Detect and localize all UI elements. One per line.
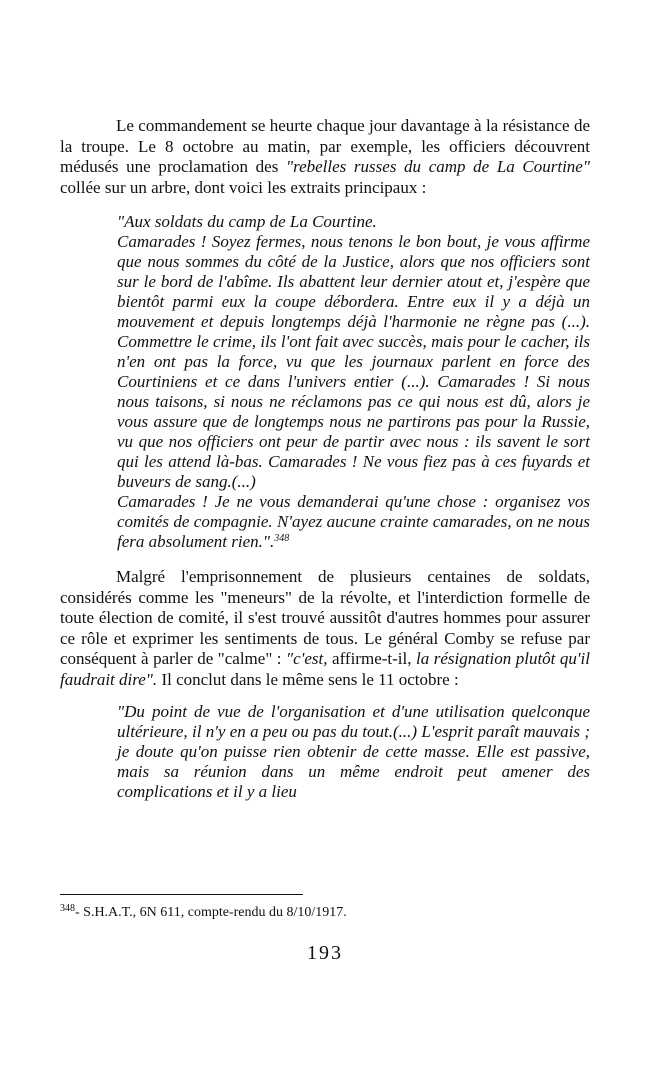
quote-paragraph-2-text: Camarades ! Je ne vous demanderai qu'une chose : organisez vos comités de compagnie. N'ayez aucune crainte camarades, on ne nous fera absolument rien.". (117, 492, 590, 551)
footnote-text: - S.H.A.T., 6N 611, compte-rendu du 8/10/1917. (75, 905, 347, 920)
block-quote-comby (117, 702, 590, 802)
footnote-number: 348 (60, 903, 75, 914)
footnote-divider (60, 894, 303, 895)
block-quote-proclamation (117, 212, 590, 552)
paragraph-intro (60, 116, 590, 198)
footnote (60, 904, 347, 922)
quote-comby-text: "Du point de vue de l'organisation et d'une utilisation quelconque ultérieure, il n'y en a peu ou pas du tout.(...) L'esprit paraît mauvais ; je doute qu'on puisse rien obtenir de cette masse. Elle est passive, mais sa réunion dans un même endroit peut amener des complications et il y a lieu (117, 702, 590, 801)
quote-paragraph-2 (117, 492, 590, 552)
paragraph-intro-text: Le commandement se heurte chaque jour davantage à la résistance de la troupe. Le 8 octobre au matin, par exemple, les officiers découvrent médusés une proclamation des (60, 116, 590, 176)
paragraph-intro-text-end: collée sur un arbre, dont voici les extraits principaux : (60, 177, 427, 197)
paragraph-comby (60, 567, 590, 690)
quote-heading: "Aux soldats du camp de La Courtine. (117, 212, 377, 231)
paragraph-comby-quote-open: "c'est, (286, 649, 328, 668)
paragraph-intro-quote: "rebelles russes du camp de La Courtine" (285, 157, 590, 176)
page-body (60, 116, 590, 802)
footnote-reference: 348 (274, 533, 290, 544)
paragraph-comby-attribution: affirme-t-il, (327, 649, 417, 668)
paragraph-comby-quote-rest: la résignation plutôt qu'il faudrait dire". (60, 649, 591, 689)
paragraph-comby-text: Malgré l'emprisonnement de plusieurs centaines de soldats, considérés comme les "meneurs" de la révolte, et l'interdiction formelle de toute élection de comité, il s'est trouvé aussitôt d'autres hommes pour assurer ce rôle et exprimer les sentiments de tous. Le général Comby se refuse par conséquent à parler de "calme" : (60, 567, 590, 668)
quote-paragraph-1: Camarades ! Soyez fermes, nous tenons le bon bout, je vous affirme que nous sommes du côté de la Justice, alors que nos officiers sont sur le bord de l'abîme. Ils abattent leur dernier atout et, j'espère que bientôt parmi eux la coupe débordera. Entre eux il y a déjà un mouvement et depuis longtemps déjà l'harmonie ne règne pas (...). Commettre le crime, ils l'ont fait avec succès, mais pour le cacher, ils n'en ont pas la force, vu que les journaux parlent en force des Courtiniens et ce dans l'univers entier (...). Camarades ! Si nous nous taisons, si nous ne réclamons pas ce qui nous est dû, alors je vous assure que de longtemps nous ne partirons pas pour la Russie, vu que nos officiers ont peur de partir avec nous : ils savent le sort qui les attend là-bas. Camarades ! Ne vous fiez pas à ces fuyards et buveurs de sang.(...) (117, 232, 590, 491)
paragraph-comby-text-end: Il conclut dans le même sens le 11 octobre : (157, 669, 459, 689)
page-number: 193 (307, 942, 343, 964)
